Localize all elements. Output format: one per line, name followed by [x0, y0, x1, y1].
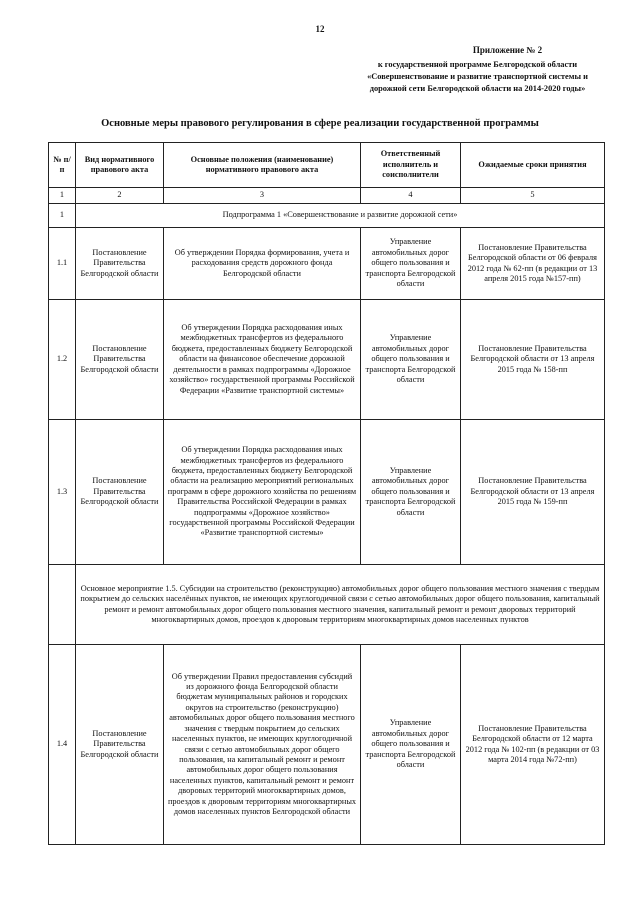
header-term: Ожидаемые сроки принятия	[461, 143, 605, 188]
column-number: 4	[361, 188, 461, 204]
header-executor: Ответственный исполнитель и соисполнители	[361, 143, 461, 188]
row-act-type: Постановление Правительства Белгородской области	[76, 645, 164, 845]
subprogram-row	[49, 204, 605, 228]
column-number: 3	[164, 188, 361, 204]
row-act-type: Постановление Правительства Белгородской области	[76, 228, 164, 300]
row-act-type: Постановление Правительства Белгородской области	[76, 300, 164, 420]
column-number: 1	[49, 188, 76, 204]
row-content: Об утверждении Порядка формирования, учета и расходования средств дорожного фонда Белгородской области	[164, 228, 361, 300]
subprogram-title: Подпрограмма 1 «Совершенствование и развитие дорожной сети»	[76, 204, 605, 228]
header-num: № п/п	[49, 143, 76, 188]
row-executor: Управление автомобильных дорог общего пользования и транспорта Белгородской области	[361, 645, 461, 845]
appendix-line-3: дорожной сети Белгородской области на 2014-2020 годы»	[369, 84, 586, 93]
main-event-row	[49, 565, 605, 645]
row-executor: Управление автомобильных дорог общего пользования и транспорта Белгородской области	[361, 420, 461, 565]
document-title: Основные меры правового регулирования в сфере реализации государственной программы	[101, 118, 539, 129]
column-number: 2	[76, 188, 164, 204]
table-row	[49, 228, 605, 300]
column-number-row	[49, 188, 605, 204]
row-content: Об утверждении Порядка расходования иных межбюджетных трансфертов из федерального бюджета, предоставленных бюджету Белгородской области на финансовое обеспечение дорожной деятельности в рамках подпрограммы «Дорожное хозяйство» государственной программы Российской Федерации «Развитие транспортной системы»	[164, 300, 361, 420]
main-event-text: Основное мероприятие 1.5. Субсидии на строительство (реконструкцию) автомобильных дорог общего пользования местного значения с твердым покрытием до сельских населённых пунктов, не имеющих круглогодичной связи с сетью автомобильных дорог общего пользования, капитальный ремонт и ремонт автомобильных дорог общего пользования местного значения, капитальный ремонт и ремонт дворовых территорий многоквартирных домов, проездов к дворовым территориям многоквартирных домов населенных пунктов	[76, 565, 605, 645]
table-row	[49, 300, 605, 420]
subprogram-num: 1	[49, 204, 76, 228]
measures-table	[48, 142, 605, 845]
row-term: Постановление Правительства Белгородской области от 13 апреля 2015 года № 158-пп	[461, 300, 605, 420]
row-num: 1.4	[49, 645, 76, 845]
row-num: 1.1	[49, 228, 76, 300]
row-term: Постановление Правительства Белгородской области от 12 марта 2012 года № 102-пп (в редакции от 03 марта 2014 года №72-пп)	[461, 645, 605, 845]
row-content: Об утверждении Порядка расходования иных межбюджетных трансфертов из федерального бюджета, предоставленных бюджету Белгородской области на реализацию мероприятий региональных программ в сфере дорожного хозяйства по решениям Правительства Российской Федерации в рамках подпрограммы «Дорожное хозяйство» государственной программы Российской Федерации «Развитие транспортной системы»	[164, 420, 361, 565]
row-act-type: Постановление Правительства Белгородской области	[76, 420, 164, 565]
table-header-row	[49, 143, 605, 188]
appendix-header	[350, 44, 605, 95]
row-executor: Управление автомобильных дорог общего пользования и транспорта Белгородской области	[361, 228, 461, 300]
appendix-title: Приложение № 2	[472, 45, 543, 55]
main-event-num	[49, 565, 76, 645]
row-content: Об утверждении Правил предоставления субсидий из дорожного фонда Белгородской области бюджетам муниципальных районов и городских округов на строительство (реконструкцию) автомобильных дорог общего пользования местного значения с твердым покрытием до сельских населенных пунктов, не имеющих круглогодичной связи с сетью автомобильных дорог общего пользования, на капитальный ремонт и ремонт автомобильных дорог общего пользования населенных пунктов, капитальный ремонт и ремонт дворовых территорий многоквартирных домов, проездов к дворовым территориям многоквартирных домов населенных пунктов Белгородской области	[164, 645, 361, 845]
row-executor: Управление автомобильных дорог общего пользования и транспорта Белгородской области	[361, 300, 461, 420]
table-row	[49, 645, 605, 845]
table-row	[49, 420, 605, 565]
page-number: 12	[315, 24, 325, 34]
column-number: 5	[461, 188, 605, 204]
appendix-line-1: к государственной программе Белгородской области	[377, 60, 578, 69]
appendix-line-2: «Совершенствование и развитие транспортной системы и	[367, 72, 588, 81]
row-term: Постановление Правительства Белгородской области от 06 февраля 2012 года № 62-пп (в редакции от 13 апреля 2015 года №157-пп)	[461, 228, 605, 300]
row-term: Постановление Правительства Белгородской области от 13 апреля 2015 года № 159-пп	[461, 420, 605, 565]
row-num: 1.3	[49, 420, 76, 565]
header-act-type: Вид нормативного правового акта	[76, 143, 164, 188]
row-num: 1.2	[49, 300, 76, 420]
header-content: Основные положения (наименование) нормативного правового акта	[164, 143, 361, 188]
